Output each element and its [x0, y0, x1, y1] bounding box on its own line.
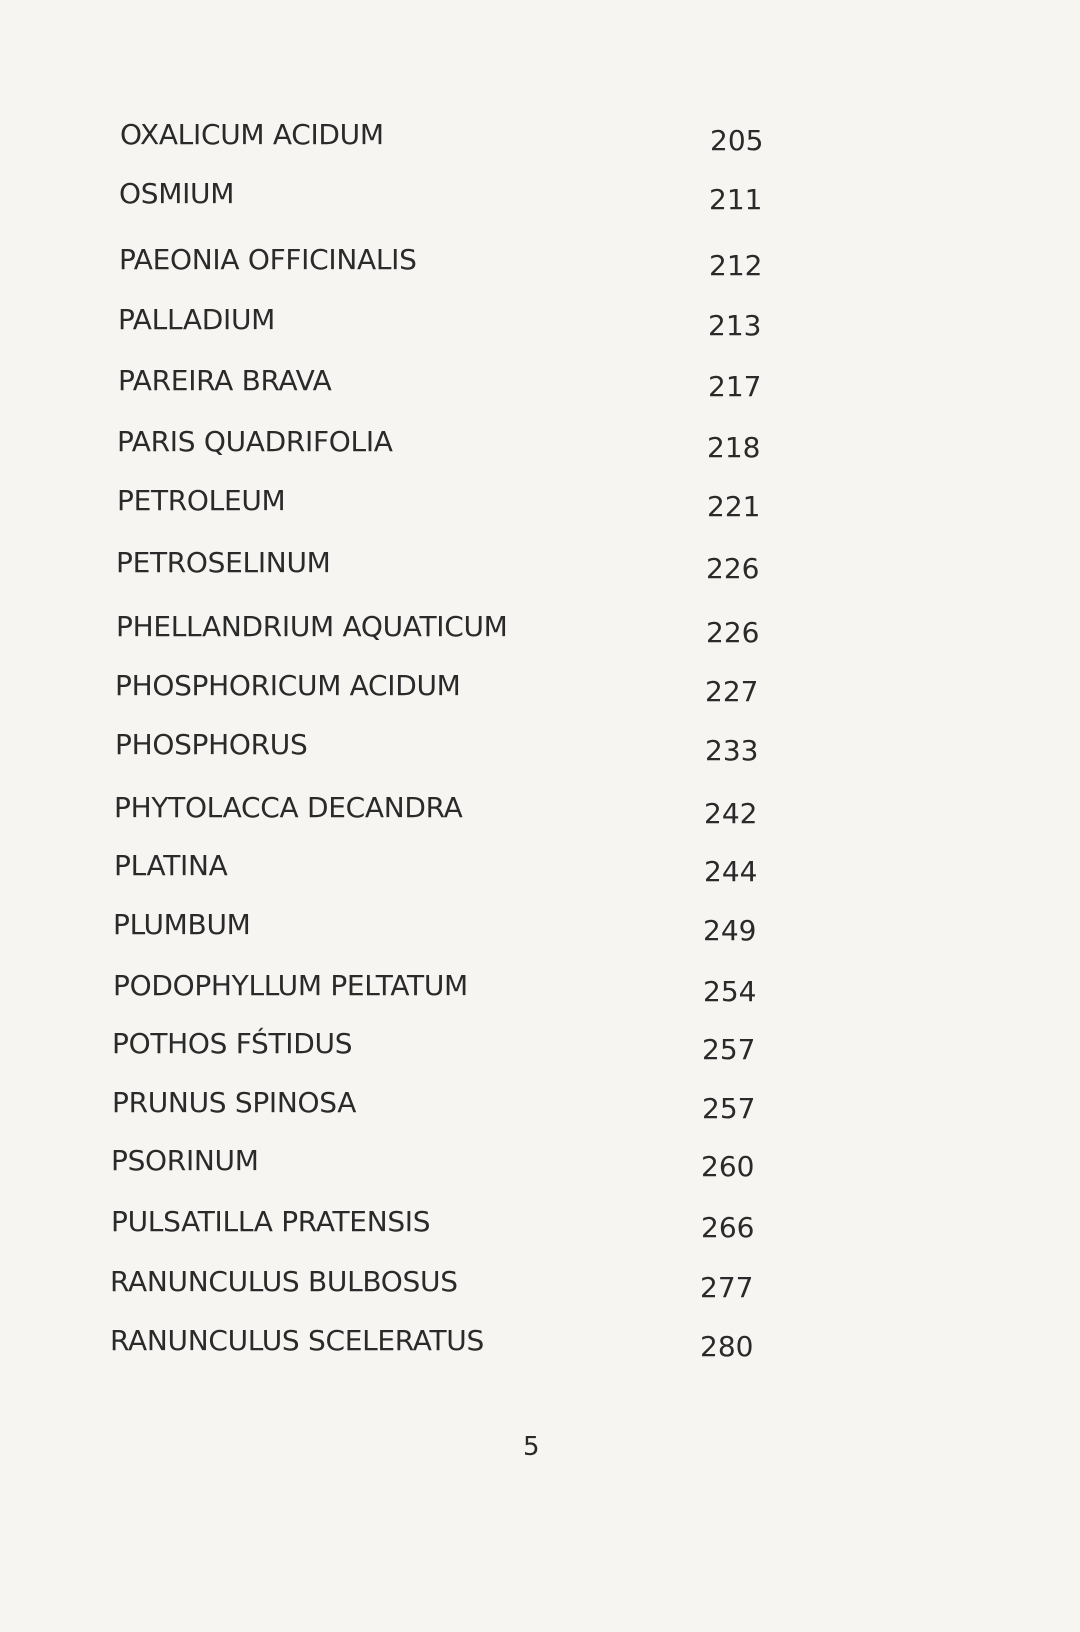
entry-page: 218: [707, 431, 761, 464]
entry-page: 226: [706, 616, 760, 649]
entry-page: 221: [707, 490, 761, 523]
entry-page: 254: [703, 975, 757, 1008]
entry-name: PETROSELINUM: [116, 546, 331, 579]
entry-name: PETROLEUM: [117, 484, 286, 517]
entry-page: 277: [700, 1271, 754, 1304]
entry-name: OSMIUM: [119, 177, 235, 210]
entry-page: 242: [704, 797, 758, 830]
entry-page: 205: [710, 124, 764, 157]
entry-page: 280: [700, 1330, 754, 1363]
entry-name: PRUNUS SPINOSA: [112, 1086, 357, 1119]
entry-name: PULSATILLA PRATENSIS: [111, 1205, 431, 1238]
entry-page: 213: [708, 309, 762, 342]
entry-name: PLATINA: [114, 849, 228, 882]
entry-page: 227: [705, 675, 759, 708]
entry-page: 260: [701, 1150, 755, 1183]
entry-page: 257: [702, 1092, 756, 1125]
entry-name: PAEONIA OFFICINALIS: [119, 243, 417, 276]
page-number: 5: [523, 1432, 540, 1462]
entry-name: PAREIRA BRAVA: [118, 364, 332, 397]
entry-name: RANUNCULUS SCELERATUS: [110, 1324, 484, 1357]
entry-name: PSORINUM: [111, 1144, 259, 1177]
entry-name: PHELLANDRIUM AQUATICUM: [116, 610, 508, 643]
entry-name: PLUMBUM: [113, 908, 251, 941]
entry-name: PARIS QUADRIFOLIA: [117, 425, 393, 458]
entry-name: PHOSPHORICUM ACIDUM: [115, 669, 461, 702]
entry-name: OXALICUM ACIDUM: [120, 118, 384, 151]
entry-page: 244: [704, 855, 758, 888]
entry-page: 257: [702, 1033, 756, 1066]
entry-page: 249: [703, 914, 757, 947]
entry-page: 212: [709, 249, 763, 282]
entry-name: PHYTOLACCA DECANDRA: [114, 791, 463, 824]
entry-name: PALLADIUM: [118, 303, 276, 336]
entry-page: 226: [706, 552, 760, 585]
entry-page: 266: [701, 1211, 755, 1244]
entry-page: 217: [708, 370, 762, 403]
entry-name: POTHOS FŚTIDUS: [112, 1027, 353, 1060]
entry-page: 211: [709, 183, 763, 216]
entry-name: RANUNCULUS BULBOSUS: [110, 1265, 458, 1298]
entry-name: PODOPHYLLUM PELTATUM: [113, 969, 468, 1002]
entry-name: PHOSPHORUS: [115, 728, 308, 761]
entry-page: 233: [705, 734, 759, 767]
